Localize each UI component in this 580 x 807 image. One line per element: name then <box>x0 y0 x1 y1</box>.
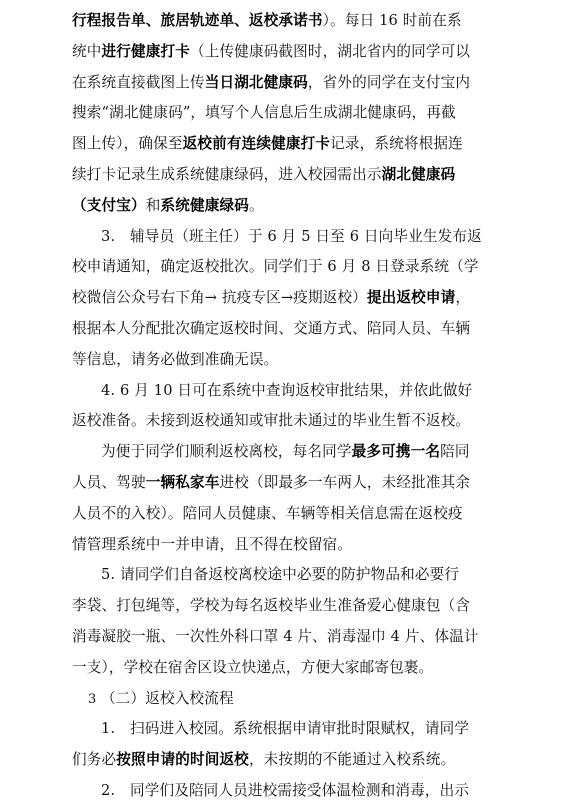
bold-text-run: 按照申请的时间返校 <box>116 751 249 769</box>
text-run: 1. 扫码进入校园。系统根据申请审批时限赋权，请同学 <box>101 720 470 738</box>
text-run: 等信息，请务必做到准确无误。 <box>72 350 279 368</box>
text-line <box>72 252 504 283</box>
text-line <box>72 98 504 129</box>
text-line <box>72 622 504 653</box>
text-run: 进校（即最多一车两人，未经批准其余 <box>219 473 471 491</box>
bold-text-run: 最多可携一名 <box>351 443 441 461</box>
text-line <box>72 468 504 499</box>
text-run: ，未按期的不能通过入校系统。 <box>248 751 456 769</box>
text-run: （上传健康码截图时，湖北省内的同学可以 <box>189 42 471 60</box>
text-run: ）。每日 16 时前在系 <box>322 12 462 29</box>
text-run: 根据本人分配批次确定返校时间、交通方式、陪同人员、车辆 <box>72 319 471 337</box>
bold-text-run: 行程报告单、旅居轨迹单、返校承诺书 <box>72 12 323 29</box>
text-run: 图上传），确保至 <box>72 135 183 153</box>
text-run: 4. 6 月 10 日可在系统中查询返校审批结果，并依此做好 <box>101 381 473 399</box>
text-run: 校微信公众号右下角→ 抗疫专区→疫期返校） <box>72 289 367 307</box>
bold-text-run: 进行健康打卡 <box>101 42 190 60</box>
text-run: 情管理系统中一并申请，且不得在校留宿。 <box>72 535 353 553</box>
bold-text-run: 一辆私家车 <box>145 473 220 491</box>
text-run: 人员、驾驶 <box>72 473 146 491</box>
text-line <box>72 560 504 591</box>
text-run: 返校准备。未接到返校通知或审批未通过的毕业生暂不返校。 <box>72 412 471 430</box>
text-run: 。 <box>248 196 264 214</box>
text-line <box>72 684 504 715</box>
text-run: 续打卡记录生成系统健康绿码，进入校园需出示 <box>72 165 382 183</box>
page-number: 3 <box>88 692 97 707</box>
text-run: 一支），学校在宿舍区设立快递点，方便大家邮寄包裹。 <box>72 658 434 676</box>
text-line <box>72 653 504 684</box>
text-line <box>72 6 504 37</box>
text-run: 们务必 <box>72 751 117 769</box>
text-line <box>72 37 504 68</box>
bold-text-run: 当日湖北健康码 <box>204 73 308 91</box>
text-line <box>72 406 504 437</box>
bold-text-run: （支付宝） <box>72 196 146 214</box>
text-line <box>72 160 504 191</box>
text-line <box>72 530 504 561</box>
text-run: 为便于同学们顺利返校离校，每名同学 <box>101 443 352 461</box>
text-line <box>72 376 504 407</box>
text-run: 5. 请同学们自备返校离校途中必要的防护物品和必要行 <box>101 566 460 584</box>
bold-text-run: 系统健康绿码 <box>160 196 249 214</box>
text-line <box>72 714 504 745</box>
text-line <box>72 745 504 776</box>
text-line <box>72 437 504 468</box>
text-line <box>72 129 504 160</box>
text-line <box>72 499 504 530</box>
text-run: 消毒凝胶一瓶、一次性外科口罩 4 片、消毒湿巾 4 片、体温计 <box>72 627 479 645</box>
text-line <box>72 191 504 222</box>
text-run: ，省外的同学在支付宝内 <box>307 73 471 91</box>
text-run: 校申请通知，确定返校批次。同学们于 6 月 8 日登录系统（学 <box>72 258 479 276</box>
bold-text-run: 返校前有连续健康打卡 <box>182 135 331 153</box>
text-run: ， <box>455 289 471 307</box>
text-run: 李袋、打包绳等，学校为每名返校毕业生准备爱心健康包（含 <box>72 597 471 615</box>
text-run: 人员不的入校）。陪同人员健康、车辆等相关信息需在返校疫 <box>72 504 463 522</box>
text-run: 统中 <box>72 42 102 60</box>
text-run: （二）返校入校流程 <box>101 689 234 707</box>
bold-text-run: 湖北健康码 <box>381 165 456 183</box>
text-run: 和 <box>145 196 161 214</box>
document-body <box>72 6 504 807</box>
text-run: 记录，系统将根据连 <box>330 135 463 153</box>
text-line <box>72 283 504 314</box>
text-line <box>72 776 504 807</box>
bold-text-run: 提出返校申请 <box>366 289 456 307</box>
text-run: 搜索“湖北健康码”，填写个人信息后生成湖北健康码，再截 <box>72 104 456 122</box>
text-line <box>72 345 504 376</box>
text-run: 3. 辅导员（班主任）于 6 月 5 日至 6 日向毕业生发布返 <box>101 227 482 245</box>
text-line <box>72 68 504 99</box>
text-line <box>72 314 504 345</box>
text-run: 2. 同学们及陪同人员进校需接受体温检测和消毒，出示 <box>101 781 470 799</box>
text-run: 在系统直接截图上传 <box>72 73 205 91</box>
text-run: 陪同 <box>440 443 470 461</box>
text-line <box>72 222 504 253</box>
text-line <box>72 591 504 622</box>
